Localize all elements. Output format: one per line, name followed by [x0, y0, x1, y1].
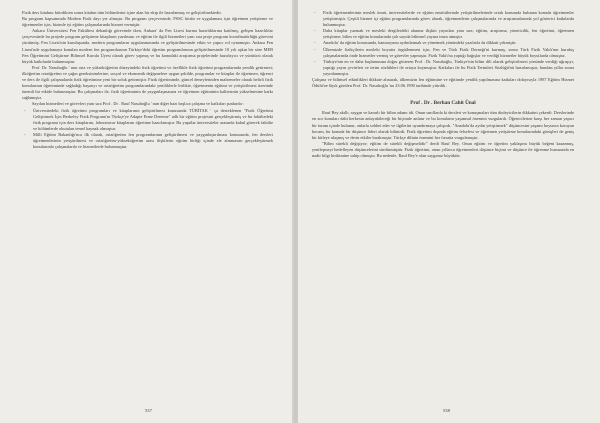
- bullet-item: - Anadolu' da eğitim konusunda, kamuoyunu aydınlatmak ve yönetmek yönündeki yazılarla da dikkati çekmiştir.: [312, 40, 574, 46]
- paragraph: Rauf Bey akıllı, saygın ve kararlı bir bilim adamı idi. Onun sınıflarda ki dersleri ve konuşmaları tüm dinleyicilerin dikkatini çekerdi. Derslerinde en zor konuları dahi herkesin anlayabileceği bir biçimde anlatır ve bu konuların yaşamsal önemini vurgulardı. Öğrencilerine karşı her zaman yapıcı bir tutum içinde bulunur, onlarla sohbet eder ve ilgilerini uyandırmaya çalışırdı. "Anadolu'da aydın yetiştirmek" düşüncesini yaşamı boyunca koruyan hocam, bu konuda bir düşünce lideri olarak bilinirdi. Fizik öğretimi dışında eğitim felsefesi ve öğretmen yetiştirme konularındaki görüşleri de geniş bir kitleye ulaşmış ve derin etkiler bırakmıştır. Türkçe dilinin önemini her fırsatta vurgulamıştır.: [312, 110, 574, 140]
- paragraph: Fizik ders kitabını bitirdikten sonra kitabın tüm bölümlerini içine alan bir ekip ile hazırlanmış ve geliştirilmektedir.: [22, 10, 222, 15]
- right-page-body: [312, 10, 574, 159]
- bullet-item: - Türkiye'nin en ve daha başlamasına doğru gösteren Prof . Dr. Nasuhoğlu, Türkiye'nin bilim dili olarak geliştirilmesi yönünde verdiği uğraşıyı, yaptığı yayın çevirileri ve terim sözlükleri ile ortaya koymuştur. Katkıları ile bu Fizik Terimleri Sözlüğü'nü hazırlamıştır, bundan yıllar sonra yayınlanmıştır.: [312, 59, 574, 77]
- paragraph: Ankara Üniversitesi Fen Fakültesi dekanlığı görevinde iken, Ankara' da Fen Lisesi kurma hazırlıklarına katılmış, gelişen hazırlıklar çerçevesinde bu projede program geliştirme kitapların yazılması ve eğitim ile ilgili hizmetleri yanı sıra proje program koordinatörlüğü görevini yürütmüş; Fen Lisesi'nin kuruluşunda, modern programların uygulanmasında ve geliştirilmesinde etkin ve yapıcı rol oynamıştır. Ankara Fen Lisesi'nde uygulamaya konulan modern fen programlarının Türkiye'deki öğretim programlarının geliştirilmesinde 10 yılı aşkın bir süre MEB Fen Öğretimini Geliştirme Bilimsel Kurulu Üyesi olarak görev yapmış ve bu konudaki araştırma projelerinde hazırlayıcı ve yürütücü olarak büyük katkılarda bulunmuştur.: [22, 28, 273, 64]
- page-number: 537: [145, 408, 152, 413]
- paragraph: Çalışma ve bilimsel etkinlikleri dikkate alınarak, ülkemizin fen eğitimine ve eğitimde yenilik yapılmasına katkıları dolayısıyla 1987 Eğitim Hizmet Ödülü'ne lâyık görülen Prof. Dr. Nasuhoğlu 'nu 23.06.1990 tarihinde yitirdik .: [312, 77, 574, 89]
- bullet-item: - Ülkemizde fizikçilerin mesleki boyutta örgütlenmesi için, Fen ve Türk Fizik Derneği'ni kurmuş, sonra Türk Fizik Vakfı'nın kuruluş çalışmalarında önde hizmetler vermiş ve görevler yapmıştır. Fizik Vakfı'na yaptığı bağışlar ve verdiği hizmetler büyük boyutlarda olmuştur.: [312, 47, 574, 59]
- paragraph: Sayılan hizmetleri ve görevleri yanı sıra Prof . Dr . Rauf Nasuhoğlu ' nun diğer bazı başlıca çalışma ve katkıları şunlardır :: [32, 101, 245, 107]
- section-heading: Prof . Dr . Berhan Cahit Ünal: [410, 100, 476, 107]
- paragraph: "Bilim sürekli değişiyor; eğitim de sürekli değişmelidir" derdi Rauf Bey. Onun eğitim ve öğretim yaklaşımı büyük beğeni kazanmış, yenileşmeyi hedefleyen düşüncelerini sürdürmüştür. Fizik öğretimi, onun yıllarca öğretmenleri düşünce biçimi ve düşünce ile öğrenme hususunda en nadir bilgi birikimine sahip olmuştu. Bu nedenle, Rauf Bey'e olan saygımız büyüktür.: [312, 140, 574, 158]
- spacer: [312, 89, 574, 95]
- page-number: 538: [443, 408, 450, 413]
- bullet-item: - Fizik öğretmenlerinin meslek ömrü, üniversitelerde ve eğitim enstitülerinde yetiştirilmelerinde ortak konumda bulunan konuda öğretmenler yetiştirmiştir. Çeşitli hizmet içi eğitim programlarında görev alarak, öğretmenlerin çalışmalarında ve araştırmalarında yol gösterici katkılarda bulunmuştur.: [312, 10, 574, 28]
- bullet-item: - Milli Eğitim Bakanlığı'nca ilk olarak, ortaöğretim fen programlarının geliştirilmesi ve yaygınlaştırılması konusunda, fen dersleri öğretmenlerinin yetiştirilmesi ve ortaöğretim-yükseköğretim arası ilişkilerin eğitim birliği içinde ele alınmasını gerçekleştirmek konularında çalışmalarda ve hizmetlerde bulunmuştur.: [22, 132, 273, 150]
- paragraph: Prof. Dr. Nasuhoğlu ' nun orta ve yükseköğretim düzeyindeki fizik öğretimi ve özellikle fizik öğretimi programlarında yenilik getirmesi; ilköğretim ortaöğretim ve çağın gereksinimlerine, sosyal ve ekonomik değişmelere uygun şekilde, programlar ve kitaplar ile öğretmen, öğrenci ve ders ile ilgili çalışmalarda fizik öğretimine yeni bir soluk getirmiştir. Fizik öğretiminde, güncel deneylerinden malzemeler olarak belirli fizik konularının öğretiminde sağladığı başarıyı ve ortaöğretim programlarındaki yeniliklerle birlikte, öğretmenin eğitimi ve yetiştirilmesi üzerinde önemli bir etkide bulunmuştur. Bu çalışmaları ile, fizik öğretiminin de yaygınlaşmasına ve öğretmen eğitiminin kalitesinin yükselmesine katkı sağlamıştır.: [22, 64, 273, 101]
- left-page: [0, 0, 294, 423]
- left-page-body: [22, 10, 273, 150]
- bullet-item: - Daha kitaplar yazmak ve mesleki dergilerdeki alanına ilişkin yayınları yanı sıra; eğitim, araştırma, yöneticilik, fen öğretimi, öğretmen yetiştirme, bilim ve eğitim konularında çok sayıda bilimsel yayına imza atmıştır.: [312, 28, 574, 40]
- bullet-item: - Üniversitedeki fizik öğretimi programları ve kitaplarının geliştirilmesi konusunda TÜBİTAK ' ça desteklenen "Fizik Öğretimi Geliştirmek İçin Berkeley Fizik Programı'nı Türkçe'ye Adapte Etme Deneme" adlı bir eğitim projesini gerçekleştirmiş ve bu fakültedeki fizik programı için ders kitaplarını, laboratuvar kitaplarını öğretime hazırlamıştır. Bu yapıtlar üniversiteler arasında kabul görerek fakülte ve bölümlerde okutulan temel kaynak olmuştur.: [22, 108, 273, 132]
- right-page: [298, 0, 600, 423]
- paragraph: Bu program kapsamında Modern Fizik dayı yer almıştır. Bu program çerçevesinde, PSSC kitabı ve uygulaması için öğretmen yetiştirme ve öğretmenler için, bizimle iyi eğitim çalışmalarında hizmet vermiştir.: [22, 16, 273, 28]
